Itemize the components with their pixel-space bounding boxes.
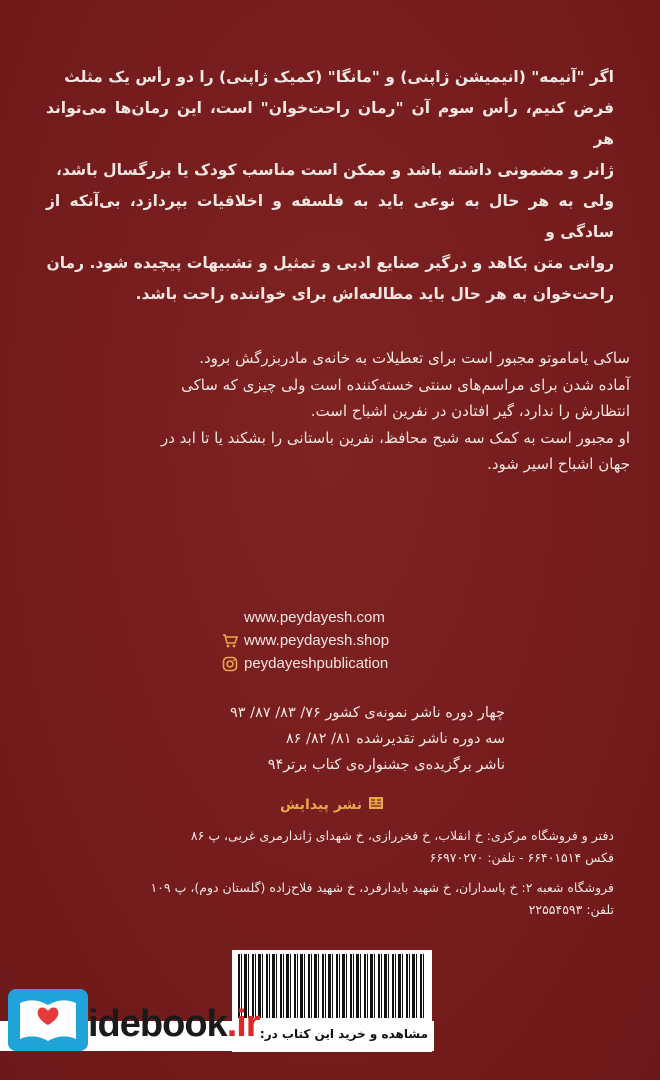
synopsis-line: انتظارش را ندارد، گیر افتادن در نفرین اشباح است. [310,402,630,420]
watermark-brand [88,1003,260,1046]
cart-icon [222,633,238,649]
website-link-row[interactable] [222,606,452,629]
intro-line: روانی متن بکاهد و درگیر صنایع ادبی و تمثیل و تشبیهات پیچیده شود. رمان [46,254,614,272]
award-line: چهار دوره ناشر نمونه‌ی کشور ۷۶/ ۸۳/ ۸۷/ ۹۳ [230,705,505,721]
synopsis-line: آماده شدن برای مراسم‌های سنتی خسته‌کننده است ولی چیزی که ساکی [181,375,630,394]
publisher-brand [280,795,384,815]
shop-link-row[interactable] [222,629,452,652]
synopsis-line: او مجبور است به کمک سه شبح محافظ، نفرین باستانی را بشکند یا تا ابد در [160,428,630,447]
watermark-brand-tld: .ir [226,1003,260,1045]
intro-line: راحت‌خوان به هر حال باید مطالعه‌اش برای خواننده راحت باشد. [135,285,614,303]
publisher-name: نشر پیدایش [280,797,362,813]
synopsis-line: ساکی یاماموتو مجبور است برای تعطیلات به خانه‌ی مادربزرگش برود. [199,349,630,367]
watermark-logo[interactable] [0,985,272,1053]
book-logo-icon [368,795,384,815]
instagram-link-row[interactable] [222,652,452,675]
award-line: سه دوره ناشر تقدیرشده ۸۱/ ۸۲/ ۸۶ [285,731,505,747]
watermark-promo-text: مشاهده و خرید این کتاب در: [259,1027,428,1041]
main-office-address: دفتر و فروشگاه مرکزی: خ انقلاب، خ فخررازی، خ شهدای ژاندارمری غربی، پ ۸۶ [190,828,614,843]
publisher-links [222,606,452,675]
branch-phone: تلفن: ۲۲۵۵۴۵۹۳ [528,902,614,917]
intro-line: ولی به هر حال به نوعی باید به فلسفه و اخلاقیات بپردازد، بی‌آنکه از سادگی و [46,192,614,241]
intro-line: ژانر و مضمونی داشته باشد و ممکن است مناسب کودک یا بزرگسال باشد، [56,161,614,179]
intro-paragraph [46,62,614,310]
synopsis-paragraph [30,345,630,478]
intro-line: فرض کنیم، رأس سوم آن "رمان راحت‌خوان" است، این رمان‌ها می‌تواند هر [46,99,614,148]
instagram-icon [222,656,238,672]
book-heart-icon [8,989,88,1051]
website-link[interactable]: www.peydayesh.com [244,609,385,626]
award-line: ناشر برگزیده‌ی جشنواره‌ی کتاب برتر۹۴ [267,757,505,773]
watermark-brand-main: idebook [88,1003,227,1045]
publisher-address [150,825,614,921]
intro-line: اگر "آنیمه" (انیمیشن ژاپنی) و "مانگا" (کمیک ژاپنی) را دو رأس یک مثلث [64,68,614,86]
branch-address: فروشگاه شعبه ۲: خ پاسداران، خ شهید بایدارفرد، خ شهید فلاح‌زاده (گلستان دوم)، پ ۱۰۹ [150,880,614,895]
instagram-handle[interactable]: peydayeshpublication [244,655,389,672]
main-office-phone: فکس ۶۶۴۰۱۵۱۴ - تلفن: ۶۶۹۷۰۲۷۰ [429,850,614,865]
shop-link[interactable]: www.peydayesh.shop [244,632,390,649]
synopsis-line: جهان اشباح اسیر شود. [487,455,630,473]
publisher-awards [230,700,505,778]
